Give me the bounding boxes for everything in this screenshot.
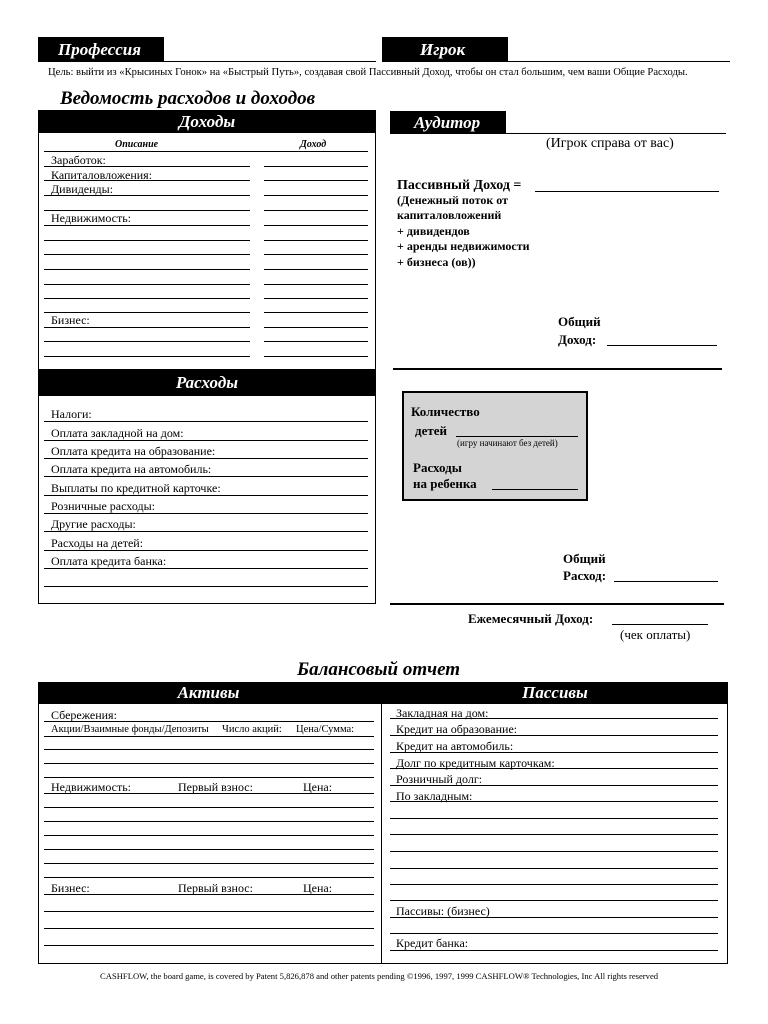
liability-row-retail: Розничный долг: <box>396 772 483 786</box>
per-child-field[interactable] <box>492 489 578 490</box>
total-income-label-2: Доход: <box>558 332 597 347</box>
col-description: Описание <box>115 139 159 150</box>
passive-line-1: (Денежный поток от <box>397 193 509 207</box>
liability-row-credit-cards: Долг по кредитным карточкам: <box>396 756 555 770</box>
children-label-2: детей <box>415 423 447 438</box>
income-header: Доходы <box>39 111 375 133</box>
liability-row-mortgages: По закладным: <box>396 789 473 803</box>
col-income: Доход <box>300 139 327 150</box>
liability-bank-loan-label: Кредит банка: <box>396 936 469 950</box>
per-child-label-2: на ребенка <box>413 476 477 491</box>
expense-row-car-loan: Оплата кредита на автомобиль: <box>51 462 212 476</box>
business-label: Бизнес: <box>51 881 90 895</box>
children-field[interactable] <box>456 436 578 437</box>
expense-row-retail: Розничные расходы: <box>51 499 155 513</box>
expense-row-other: Другие расходы: <box>51 517 136 531</box>
liability-row-mortgage: Закладная на дом: <box>396 706 489 720</box>
passive-income-field[interactable] <box>535 191 719 192</box>
assets-header: Активы <box>177 683 240 702</box>
expense-row-education-loan: Оплата кредита на образование: <box>51 444 216 458</box>
total-expenses-label-2: Расход: <box>563 568 607 583</box>
real-estate-down-payment: Первый взнос: <box>178 780 253 794</box>
passive-line-5: + бизнеса (ов)) <box>397 255 476 269</box>
income-row-salary: Заработок: <box>51 153 106 167</box>
player-field[interactable] <box>508 61 730 62</box>
real-estate-label: Недвижимость: <box>51 780 132 794</box>
business-down-payment: Первый взнос: <box>178 881 253 895</box>
passive-line-2: капиталовложений <box>397 208 502 222</box>
liability-row-education: Кредит на образование: <box>396 722 518 736</box>
real-estate-price: Цена: <box>303 780 333 794</box>
expense-row-credit-card: Выплаты по кредитной карточке: <box>51 481 221 495</box>
children-note: (игру начинают без детей) <box>457 438 558 448</box>
footer-copyright: CASHFLOW, the board game, is covered by Patent 5,826,878 and other patents pending ©1996, 1997, 1999 CASHFLOW® Technologies, Inc All rights reserved <box>100 971 659 981</box>
player-label: Игрок <box>382 37 508 62</box>
liabilities-header: Пассивы <box>522 683 588 702</box>
business-price: Цена: <box>303 881 333 895</box>
savings-field[interactable] <box>44 721 374 722</box>
expense-row-taxes: Налоги: <box>51 407 92 421</box>
monthly-income-field[interactable] <box>612 624 708 625</box>
expense-row-children: Расходы на детей: <box>51 536 144 550</box>
income-row-business: Бизнес: <box>51 313 90 327</box>
passive-line-4: + аренды недвижимости <box>397 239 530 253</box>
savings-label: Сбережения: <box>51 708 117 722</box>
expense-row-bank-loan: Оплата кредита банка: <box>51 554 167 568</box>
stocks-header: Акции/Взаимные фонды/Депозиты <box>51 724 209 735</box>
total-income-field[interactable] <box>607 345 717 346</box>
income-row-dividends: Дивиденды: <box>51 182 114 196</box>
total-expenses-field[interactable] <box>614 581 718 582</box>
income-row-investments: Капиталовложения: <box>51 168 153 182</box>
shares-count-header: Число акций: <box>222 724 282 735</box>
monthly-income-label: Ежемесячный Доход: <box>468 611 594 626</box>
paycheck-note: (чек оплаты) <box>620 627 691 642</box>
income-row-real-estate: Недвижимость: <box>51 211 132 225</box>
profession-label: Профессия <box>38 37 164 62</box>
price-sum-header: Цена/Сумма: <box>296 724 355 735</box>
auditor-field[interactable] <box>506 133 726 134</box>
auditor-label: Аудитор <box>390 111 506 134</box>
expenses-header: Расходы <box>38 370 376 396</box>
expense-row-mortgage: Оплата закладной на дом: <box>51 426 184 440</box>
liability-business-label: Пассивы: (бизнес) <box>396 904 490 918</box>
liability-row-car: Кредит на автомобиль: <box>396 739 514 753</box>
auditor-subtitle: (Игрок справа от вас) <box>546 136 674 151</box>
passive-income-label: Пассивный Доход = <box>397 178 522 193</box>
balance-title: Балансовый отчет <box>297 659 461 680</box>
goal-text: Цель: выйти из «Крысиных Гонок» на «Быстрый Путь», создавая свой Пассивный Доход, чтобы он стал большим, чем ваши Общие Расходы. <box>48 67 688 78</box>
total-expenses-label-1: Общий <box>563 551 606 566</box>
total-income-label-1: Общий <box>558 314 601 329</box>
passive-line-3: + дивидендов <box>397 224 470 238</box>
per-child-label-1: Расходы <box>413 460 462 475</box>
statement-title: Ведомость расходов и доходов <box>60 88 316 109</box>
profession-field[interactable] <box>164 61 376 62</box>
children-label-1: Количество <box>411 404 480 419</box>
